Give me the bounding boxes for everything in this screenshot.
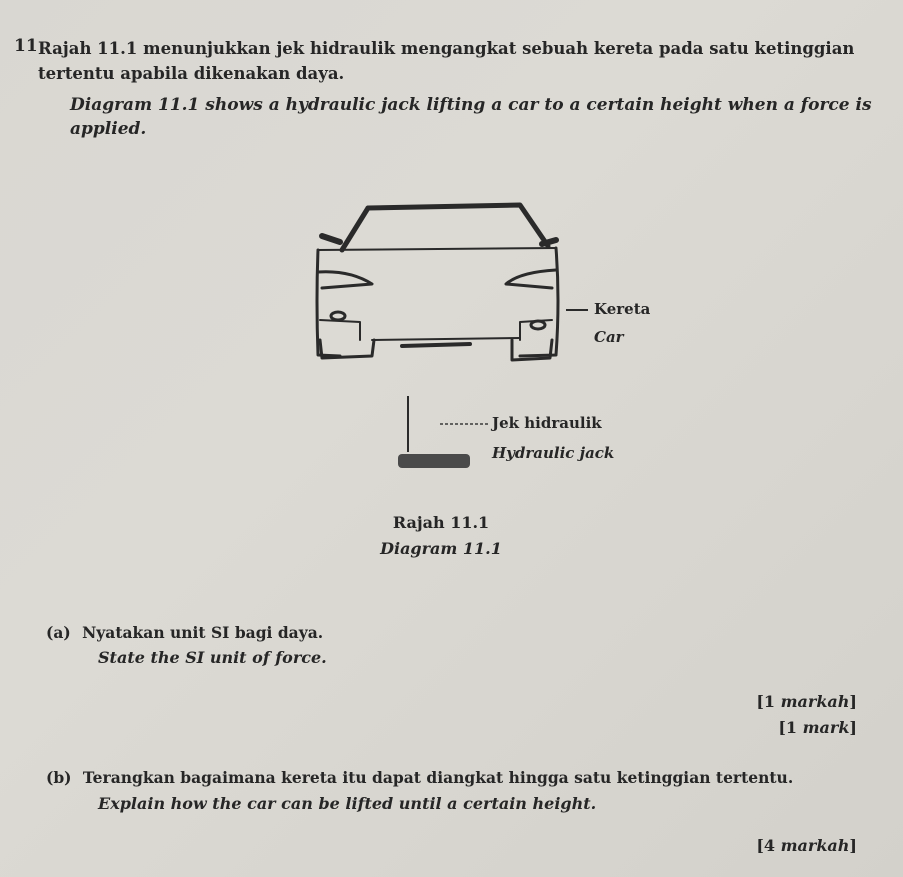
- part-b-marks-malay-prefix: [4: [756, 836, 781, 855]
- question-intro-english: Diagram 11.1 shows a hydraulic jack lifting a car to a certain height when a force is applied.: [70, 95, 872, 139]
- part-b-question-malay: [46, 768, 793, 787]
- part-b-marks-malay-suffix: ]: [849, 836, 857, 855]
- car-label-malay: Kereta: [594, 300, 651, 318]
- part-a-text-malay: Nyatakan unit SI bagi daya.: [82, 623, 324, 642]
- part-a-question-malay: [46, 623, 323, 642]
- part-a-marks-malay-word: markah: [780, 692, 850, 711]
- part-a-marks-english: [778, 718, 857, 737]
- part-a-marks-malay-suffix: ]: [849, 692, 857, 711]
- diagram-caption-malay: Rajah 11.1: [392, 513, 490, 532]
- part-a-marks-english-word: mark: [802, 718, 850, 737]
- part-b-marks-malay: [756, 836, 857, 855]
- jack-label-malay: Jek hidraulik: [492, 414, 602, 432]
- part-b-marks-malay-word: markah: [780, 836, 850, 855]
- part-a-marks-malay: [756, 692, 857, 711]
- part-b-question-english: Explain how the car can be lifted until a certain height.: [98, 794, 597, 813]
- question-number: 11: [14, 36, 38, 56]
- part-a-marks-english-prefix: [1: [778, 718, 803, 737]
- car-drawing: [317, 205, 558, 360]
- diagram-caption-english: Diagram 11.1: [380, 539, 502, 558]
- part-a-label: (a): [46, 623, 71, 642]
- part-b-label: (b): [46, 768, 72, 787]
- jack-label-english: Hydraulic jack: [492, 444, 615, 462]
- part-a-question-english: State the SI unit of force.: [98, 648, 327, 667]
- question-intro-malay: Rajah 11.1 menunjukkan jek hidraulik mengangkat sebuah kereta pada satu ketinggian tertentu apabila dikenakan daya.: [38, 39, 855, 83]
- part-a-marks-malay-prefix: [1: [756, 692, 781, 711]
- part-b-text-malay: Terangkan bagaimana kereta itu dapat diangkat hingga satu ketinggian tertentu.: [82, 768, 794, 787]
- hydraulic-jack-drawing: [398, 396, 488, 468]
- part-a-marks-english-suffix: ]: [849, 718, 857, 737]
- car-label-english: Car: [594, 328, 624, 346]
